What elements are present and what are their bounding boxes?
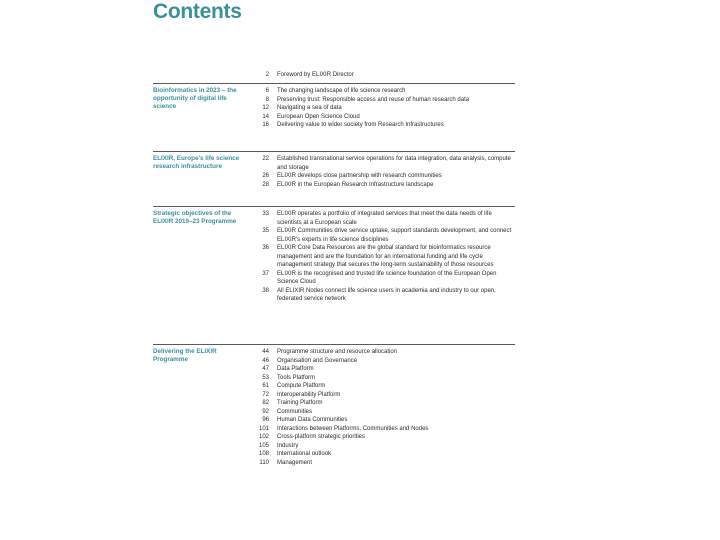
toc-page-number: 105 <box>258 442 269 449</box>
section-divider <box>153 344 515 345</box>
toc-entry-list <box>251 71 515 80</box>
section-heading: Bioinformatics in 2023 – the opportunity of digital life science <box>153 87 237 111</box>
toc-entry[interactable] <box>251 96 515 105</box>
section-divider <box>153 83 515 84</box>
toc-entry-title: The changing landscape of life science research <box>277 88 406 94</box>
toc-entry-title: Communities <box>277 408 313 415</box>
section-heading: Strategic objectives of the ELIXIR 2019–23 Programme <box>153 210 237 226</box>
toc-page-number: 2 <box>265 72 269 78</box>
toc-entry-title: Cross-platform strategic priorities <box>277 434 366 440</box>
toc-entry-title: ELIXIR is the recognised and trusted life science foundation of the European Open Science Cloud <box>277 270 497 285</box>
toc-page-number: 72 <box>262 391 269 398</box>
toc-entry-title: Human Data Communities <box>277 417 348 423</box>
toc-page-number: 38 <box>262 287 269 294</box>
toc-entry[interactable] <box>251 442 515 451</box>
toc-page-number: 47 <box>262 366 269 372</box>
toc-entry[interactable] <box>251 227 515 244</box>
section-heading: Delivering the ELIXIR Programme <box>153 348 217 364</box>
toc-entry-list <box>251 348 515 467</box>
toc-entry[interactable] <box>251 357 515 366</box>
toc-entry-title: ELIXIR Communities drive service uptake, support standards development, and connect ELIXIR's experts in life science disciplines <box>277 228 512 243</box>
toc-entry-title: Industry <box>277 442 299 449</box>
toc-entry[interactable] <box>251 416 515 425</box>
toc-page-number: 92 <box>262 408 269 415</box>
toc-entry[interactable] <box>251 172 515 181</box>
toc-entry-title: Established transnational service operations for data integration, data analysis, compute and storage <box>277 156 511 171</box>
toc-entry-title: International outlook <box>277 451 332 457</box>
toc-entry-title: ELIXIR develops close partnership with research communities <box>277 173 442 179</box>
toc-entry[interactable] <box>251 382 515 391</box>
toc-entry-title: All ELIXIR Nodes connect life science users in academia and industry to our open, federated service network <box>277 287 496 302</box>
toc-page-number: 35 <box>262 228 269 234</box>
toc-entry-title: Interoperability Platform <box>277 391 341 398</box>
toc-page-number: 28 <box>262 181 269 188</box>
toc-entry-title: Programme structure and resource allocation <box>277 349 398 355</box>
toc-entry-title: European Open Science Cloud <box>277 113 360 120</box>
toc-entry-title: Preserving trust: Responsible access and reuse of human research data <box>277 96 470 103</box>
toc-entry-title: Navigating a sea of data <box>277 105 342 111</box>
toc-page-number: 8 <box>265 96 269 103</box>
toc-entry[interactable] <box>251 399 515 408</box>
toc-entry-title: Foreword by ELIXIR Director <box>277 72 354 78</box>
toc-entry[interactable] <box>251 155 515 172</box>
toc-page-number: 102 <box>258 434 269 440</box>
toc-page-number: 96 <box>262 417 269 423</box>
toc-page-number: 33 <box>262 211 269 217</box>
toc-page-number: 6 <box>265 88 269 94</box>
toc-entry[interactable] <box>251 459 515 468</box>
toc-entry-title: Training Platform <box>277 400 323 406</box>
toc-entry[interactable] <box>251 181 515 190</box>
section-heading: ELIXIR, Europe's life science research infrastructure <box>153 155 240 171</box>
toc-entry-title: Delivering value to wider society from Research Infrastructures <box>277 122 444 128</box>
toc-page-number: 101 <box>258 425 269 432</box>
toc-entry[interactable] <box>251 433 515 442</box>
toc-page-number: 26 <box>262 173 269 179</box>
toc-entry[interactable] <box>251 374 515 383</box>
toc-entry[interactable] <box>251 450 515 459</box>
toc-entry-title: Compute Platform <box>277 383 326 389</box>
toc-page-number: 61 <box>262 383 269 389</box>
toc-page-number: 12 <box>262 105 269 111</box>
toc-page-number: 16 <box>262 122 269 128</box>
page-title: Contents <box>153 0 242 23</box>
toc-entry-list <box>251 210 515 304</box>
toc-entry-title: Management <box>277 459 313 466</box>
toc-entry-title: Interactions between Platforms, Communities and Nodes <box>277 425 429 432</box>
section-divider <box>153 206 515 207</box>
toc-entry[interactable] <box>251 391 515 400</box>
toc-entry[interactable] <box>251 244 515 270</box>
toc-page-number: 108 <box>258 451 269 457</box>
toc-page-number: 22 <box>262 156 269 162</box>
toc-entry[interactable] <box>251 270 515 287</box>
toc-entry-title: Tools Platform <box>277 374 316 381</box>
toc-entry[interactable] <box>251 348 515 357</box>
toc-entry[interactable] <box>251 104 515 113</box>
toc-entry[interactable] <box>251 113 515 122</box>
toc-entry[interactable] <box>251 71 515 80</box>
section-divider <box>153 151 515 152</box>
toc-page-number: 82 <box>262 400 269 406</box>
toc-page-number: 110 <box>259 459 269 466</box>
toc-entry[interactable] <box>251 210 515 227</box>
toc-page-number: 44 <box>262 349 269 355</box>
toc-entry-title: ELIXIR operates a portfolio of integrated services that meet the data needs of life scientists at a European scale <box>277 211 492 226</box>
toc-entry[interactable] <box>251 121 515 130</box>
toc-entry-title: Data Platform <box>277 366 314 372</box>
toc-entry[interactable] <box>251 287 515 304</box>
toc-entry[interactable] <box>251 408 515 417</box>
toc-entry[interactable] <box>251 365 515 374</box>
toc-entry-list <box>251 87 515 130</box>
toc-page-number: 37 <box>262 270 269 277</box>
toc-page-number: 36 <box>262 245 269 251</box>
toc-entry[interactable] <box>251 425 515 434</box>
toc-page-number: 46 <box>262 357 269 364</box>
toc-entry[interactable] <box>251 87 515 96</box>
toc-entry-title: ELIXIR in the European Research Infrastructure landscape <box>277 181 434 188</box>
toc-entry-title: Organisation and Governance <box>277 357 358 364</box>
toc-page-number: 14 <box>262 113 269 120</box>
toc-entry-list <box>251 155 515 189</box>
toc-page-number: 53 <box>262 374 269 381</box>
toc-entry-title: ELIXIR Core Data Resources are the global standard for bioinformatics resource management and are the foundation for an international funding and life cycle management strategy that secures the long-term sustainability of those resources <box>277 245 494 268</box>
